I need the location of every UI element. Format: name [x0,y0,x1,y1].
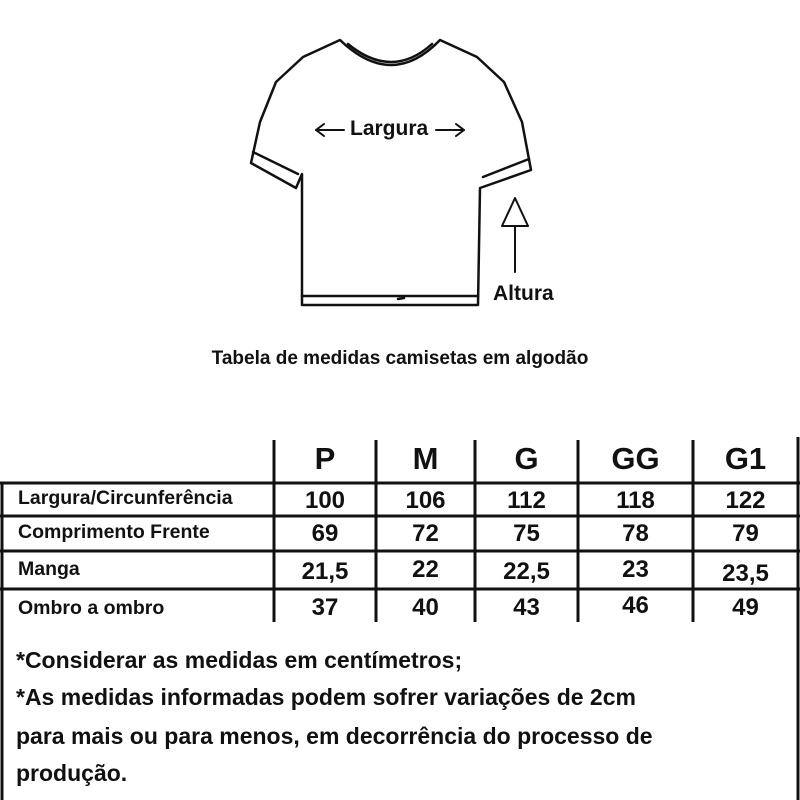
table-cell: 78 [622,520,649,547]
table-cell: 40 [412,594,439,621]
height-label: Altura [493,282,554,305]
table-cell: 37 [311,594,339,621]
size-header-p: P [314,441,336,476]
table-cell: 21,5 [301,558,349,585]
row-label-comprimento: Comprimento Frente [18,521,210,543]
table-cell: 79 [732,520,759,547]
chart-caption: Tabela de medidas camisetas em algodão [211,348,589,369]
width-label: Largura [350,117,429,140]
table-cell: 72 [412,520,439,547]
table-cell: 106 [405,487,446,514]
size-header-g: G [514,441,539,476]
size-header-g1: G1 [724,441,767,476]
table-cell: 118 [616,487,655,514]
table-cell: 69 [311,520,339,547]
row-label-ombro: Ombro a ombro [18,597,165,619]
table-cell: 23 [622,556,649,583]
size-header-m: M [412,441,439,476]
table-cell: 43 [513,594,540,621]
note-line: *As medidas informadas podem sofrer variações de 2cm [16,684,636,710]
note-line: para mais ou para menos, em decorrência do processo de [16,723,653,749]
table-cell: 112 [507,487,546,514]
table-cell: 75 [513,520,540,547]
table-cell: 46 [622,592,649,619]
row-label-manga: Manga [18,558,80,580]
table-cell: 122 [725,487,766,514]
table-cell: 22,5 [503,558,550,585]
size-header-gg: GG [611,441,660,476]
tshirt-illustration [0,0,800,340]
row-label-largura: Largura/Circunferência [18,487,233,509]
table-cell: 22 [412,556,439,583]
table-cell: 100 [304,487,346,514]
note-line: *Considerar as medidas em centímetros; [16,647,463,673]
table-cell: 49 [732,594,759,621]
table-cell: 23,5 [722,560,769,587]
height-arrow-icon [502,198,528,272]
note-line: produção. [16,760,128,786]
